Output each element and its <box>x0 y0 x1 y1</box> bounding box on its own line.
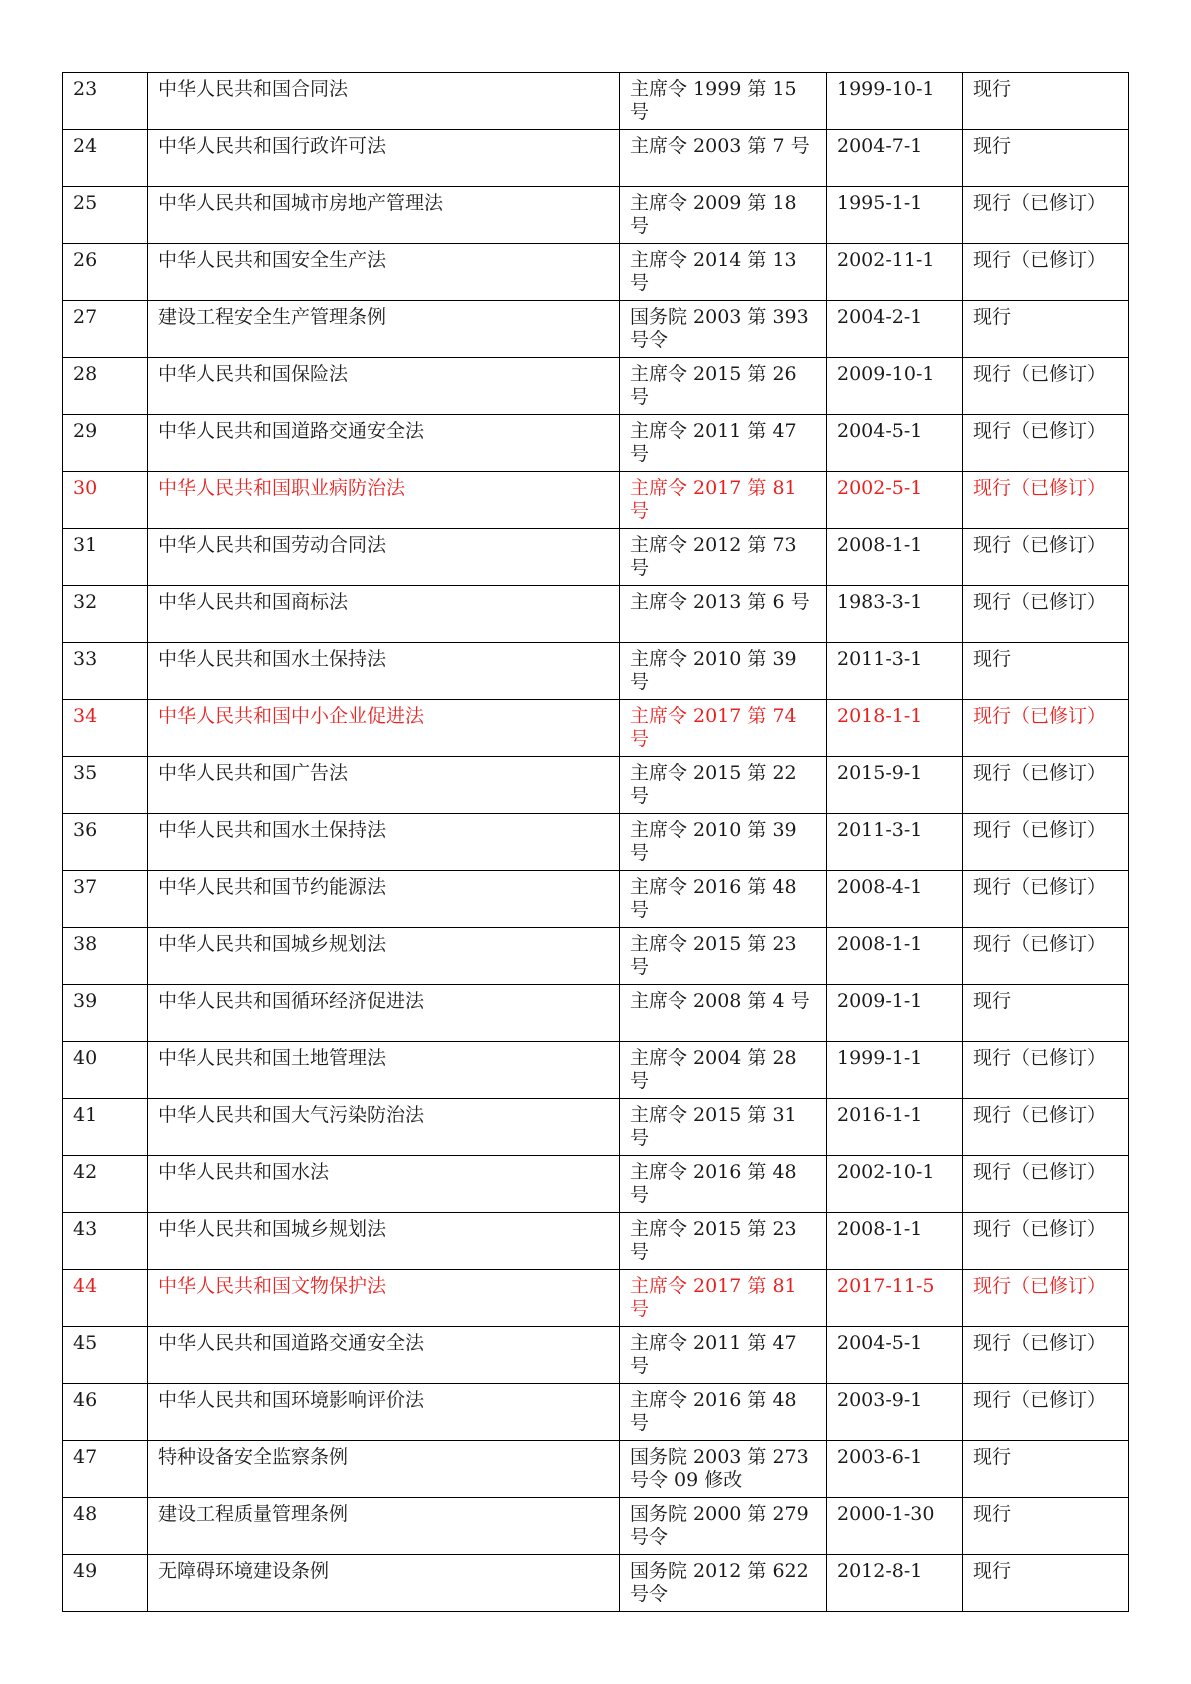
law-status: 现行（已修订） <box>963 700 1129 757</box>
law-name: 特种设备安全监察条例 <box>148 1441 620 1498</box>
law-name: 中华人民共和国水土保持法 <box>148 814 620 871</box>
row-number: 30 <box>63 472 148 529</box>
row-number: 44 <box>63 1270 148 1327</box>
law-list-table <box>62 72 1129 1612</box>
law-name: 中华人民共和国水法 <box>148 1156 620 1213</box>
table-row <box>63 700 1129 757</box>
decree-number: 主席令 2016 第 48 号 <box>620 1384 827 1441</box>
table-row <box>63 1441 1129 1498</box>
decree-number: 国务院 2012 第 622 号令 <box>620 1555 827 1612</box>
law-status: 现行（已修订） <box>963 586 1129 643</box>
table-row <box>63 1156 1129 1213</box>
row-number: 42 <box>63 1156 148 1213</box>
row-number: 23 <box>63 73 148 130</box>
decree-number: 国务院 2003 第 393 号令 <box>620 301 827 358</box>
decree-number: 主席令 2013 第 6 号 <box>620 586 827 643</box>
table-row <box>63 415 1129 472</box>
law-status: 现行（已修订） <box>963 1270 1129 1327</box>
law-status: 现行（已修订） <box>963 871 1129 928</box>
table-row <box>63 130 1129 187</box>
effective-date: 2004-2-1 <box>827 301 963 358</box>
effective-date: 2000-1-30 <box>827 1498 963 1555</box>
law-name: 中华人民共和国环境影响评价法 <box>148 1384 620 1441</box>
row-number: 45 <box>63 1327 148 1384</box>
law-list-body <box>63 73 1129 1612</box>
effective-date: 2011-3-1 <box>827 643 963 700</box>
decree-number: 主席令 2015 第 23 号 <box>620 1213 827 1270</box>
effective-date: 2009-1-1 <box>827 985 963 1042</box>
row-number: 41 <box>63 1099 148 1156</box>
table-row <box>63 1213 1129 1270</box>
table-row <box>63 985 1129 1042</box>
table-row <box>63 1384 1129 1441</box>
decree-number: 主席令 1999 第 15 号 <box>620 73 827 130</box>
row-number: 34 <box>63 700 148 757</box>
law-name: 中华人民共和国道路交通安全法 <box>148 415 620 472</box>
decree-number: 主席令 2016 第 48 号 <box>620 871 827 928</box>
law-name: 中华人民共和国大气污染防治法 <box>148 1099 620 1156</box>
effective-date: 2003-9-1 <box>827 1384 963 1441</box>
table-row <box>63 586 1129 643</box>
law-status: 现行 <box>963 301 1129 358</box>
law-name: 中华人民共和国水土保持法 <box>148 643 620 700</box>
decree-number: 主席令 2015 第 22 号 <box>620 757 827 814</box>
effective-date: 2008-4-1 <box>827 871 963 928</box>
decree-number: 主席令 2015 第 23 号 <box>620 928 827 985</box>
law-status: 现行（已修订） <box>963 1099 1129 1156</box>
row-number: 26 <box>63 244 148 301</box>
decree-number: 主席令 2015 第 31 号 <box>620 1099 827 1156</box>
law-name: 中华人民共和国职业病防治法 <box>148 472 620 529</box>
effective-date: 1983-3-1 <box>827 586 963 643</box>
decree-number: 主席令 2017 第 81 号 <box>620 472 827 529</box>
effective-date: 2016-1-1 <box>827 1099 963 1156</box>
row-number: 27 <box>63 301 148 358</box>
effective-date: 2008-1-1 <box>827 529 963 586</box>
law-name: 中华人民共和国土地管理法 <box>148 1042 620 1099</box>
table-row <box>63 244 1129 301</box>
law-status: 现行 <box>963 1555 1129 1612</box>
table-row <box>63 871 1129 928</box>
law-name: 中华人民共和国道路交通安全法 <box>148 1327 620 1384</box>
decree-number: 国务院 2003 第 273 号令 09 修改 <box>620 1441 827 1498</box>
table-row <box>63 358 1129 415</box>
decree-number: 主席令 2010 第 39 号 <box>620 643 827 700</box>
law-status: 现行（已修订） <box>963 1156 1129 1213</box>
law-name: 中华人民共和国合同法 <box>148 73 620 130</box>
law-status: 现行（已修订） <box>963 529 1129 586</box>
table-row <box>63 1270 1129 1327</box>
row-number: 28 <box>63 358 148 415</box>
effective-date: 2012-8-1 <box>827 1555 963 1612</box>
law-name: 无障碍环境建设条例 <box>148 1555 620 1612</box>
law-name: 中华人民共和国安全生产法 <box>148 244 620 301</box>
law-status: 现行（已修订） <box>963 472 1129 529</box>
table-row <box>63 643 1129 700</box>
row-number: 24 <box>63 130 148 187</box>
table-row <box>63 1042 1129 1099</box>
table-row <box>63 187 1129 244</box>
effective-date: 2011-3-1 <box>827 814 963 871</box>
law-status: 现行 <box>963 1441 1129 1498</box>
row-number: 48 <box>63 1498 148 1555</box>
effective-date: 2015-9-1 <box>827 757 963 814</box>
row-number: 33 <box>63 643 148 700</box>
effective-date: 2018-1-1 <box>827 700 963 757</box>
effective-date: 2008-1-1 <box>827 1213 963 1270</box>
effective-date: 2004-5-1 <box>827 415 963 472</box>
law-status: 现行（已修订） <box>963 244 1129 301</box>
table-row <box>63 1099 1129 1156</box>
effective-date: 2002-10-1 <box>827 1156 963 1213</box>
law-name: 建设工程安全生产管理条例 <box>148 301 620 358</box>
effective-date: 2004-5-1 <box>827 1327 963 1384</box>
row-number: 40 <box>63 1042 148 1099</box>
law-name: 中华人民共和国行政许可法 <box>148 130 620 187</box>
decree-number: 主席令 2011 第 47 号 <box>620 415 827 472</box>
law-status: 现行（已修订） <box>963 415 1129 472</box>
table-row <box>63 1327 1129 1384</box>
table-row <box>63 1555 1129 1612</box>
law-status: 现行（已修订） <box>963 814 1129 871</box>
decree-number: 主席令 2017 第 81 号 <box>620 1270 827 1327</box>
law-name: 中华人民共和国城乡规划法 <box>148 1213 620 1270</box>
decree-number: 主席令 2016 第 48 号 <box>620 1156 827 1213</box>
decree-number: 主席令 2009 第 18 号 <box>620 187 827 244</box>
law-name: 中华人民共和国文物保护法 <box>148 1270 620 1327</box>
law-status: 现行（已修订） <box>963 757 1129 814</box>
decree-number: 主席令 2011 第 47 号 <box>620 1327 827 1384</box>
table-row <box>63 928 1129 985</box>
law-status: 现行（已修订） <box>963 1042 1129 1099</box>
law-status: 现行（已修订） <box>963 1327 1129 1384</box>
row-number: 35 <box>63 757 148 814</box>
law-status: 现行 <box>963 73 1129 130</box>
decree-number: 主席令 2014 第 13 号 <box>620 244 827 301</box>
decree-number: 主席令 2003 第 7 号 <box>620 130 827 187</box>
row-number: 49 <box>63 1555 148 1612</box>
law-status: 现行（已修订） <box>963 358 1129 415</box>
law-status: 现行 <box>963 643 1129 700</box>
decree-number: 主席令 2008 第 4 号 <box>620 985 827 1042</box>
effective-date: 2008-1-1 <box>827 928 963 985</box>
row-number: 25 <box>63 187 148 244</box>
row-number: 36 <box>63 814 148 871</box>
row-number: 29 <box>63 415 148 472</box>
law-status: 现行（已修订） <box>963 187 1129 244</box>
effective-date: 2003-6-1 <box>827 1441 963 1498</box>
effective-date: 2002-5-1 <box>827 472 963 529</box>
law-name: 中华人民共和国劳动合同法 <box>148 529 620 586</box>
decree-number: 国务院 2000 第 279 号令 <box>620 1498 827 1555</box>
law-status: 现行（已修订） <box>963 928 1129 985</box>
law-name: 中华人民共和国循环经济促进法 <box>148 985 620 1042</box>
row-number: 43 <box>63 1213 148 1270</box>
law-name: 中华人民共和国节约能源法 <box>148 871 620 928</box>
row-number: 47 <box>63 1441 148 1498</box>
law-status: 现行（已修订） <box>963 1384 1129 1441</box>
law-name: 中华人民共和国城乡规划法 <box>148 928 620 985</box>
decree-number: 主席令 2004 第 28 号 <box>620 1042 827 1099</box>
effective-date: 2002-11-1 <box>827 244 963 301</box>
law-name: 建设工程质量管理条例 <box>148 1498 620 1555</box>
effective-date: 2017-11-5 <box>827 1270 963 1327</box>
decree-number: 主席令 2017 第 74 号 <box>620 700 827 757</box>
effective-date: 2004-7-1 <box>827 130 963 187</box>
table-row <box>63 529 1129 586</box>
law-status: 现行（已修订） <box>963 1213 1129 1270</box>
decree-number: 主席令 2010 第 39 号 <box>620 814 827 871</box>
row-number: 32 <box>63 586 148 643</box>
law-list-table-wrapper <box>62 72 1128 1612</box>
table-row <box>63 757 1129 814</box>
decree-number: 主席令 2012 第 73 号 <box>620 529 827 586</box>
effective-date: 2009-10-1 <box>827 358 963 415</box>
row-number: 38 <box>63 928 148 985</box>
table-row <box>63 73 1129 130</box>
decree-number: 主席令 2015 第 26 号 <box>620 358 827 415</box>
table-row <box>63 472 1129 529</box>
row-number: 46 <box>63 1384 148 1441</box>
law-name: 中华人民共和国保险法 <box>148 358 620 415</box>
law-name: 中华人民共和国商标法 <box>148 586 620 643</box>
law-name: 中华人民共和国中小企业促进法 <box>148 700 620 757</box>
row-number: 31 <box>63 529 148 586</box>
row-number: 37 <box>63 871 148 928</box>
effective-date: 1995-1-1 <box>827 187 963 244</box>
effective-date: 1999-10-1 <box>827 73 963 130</box>
row-number: 39 <box>63 985 148 1042</box>
table-row <box>63 1498 1129 1555</box>
law-status: 现行 <box>963 985 1129 1042</box>
law-name: 中华人民共和国广告法 <box>148 757 620 814</box>
table-row <box>63 814 1129 871</box>
table-row <box>63 301 1129 358</box>
law-status: 现行 <box>963 130 1129 187</box>
law-status: 现行 <box>963 1498 1129 1555</box>
effective-date: 1999-1-1 <box>827 1042 963 1099</box>
law-name: 中华人民共和国城市房地产管理法 <box>148 187 620 244</box>
